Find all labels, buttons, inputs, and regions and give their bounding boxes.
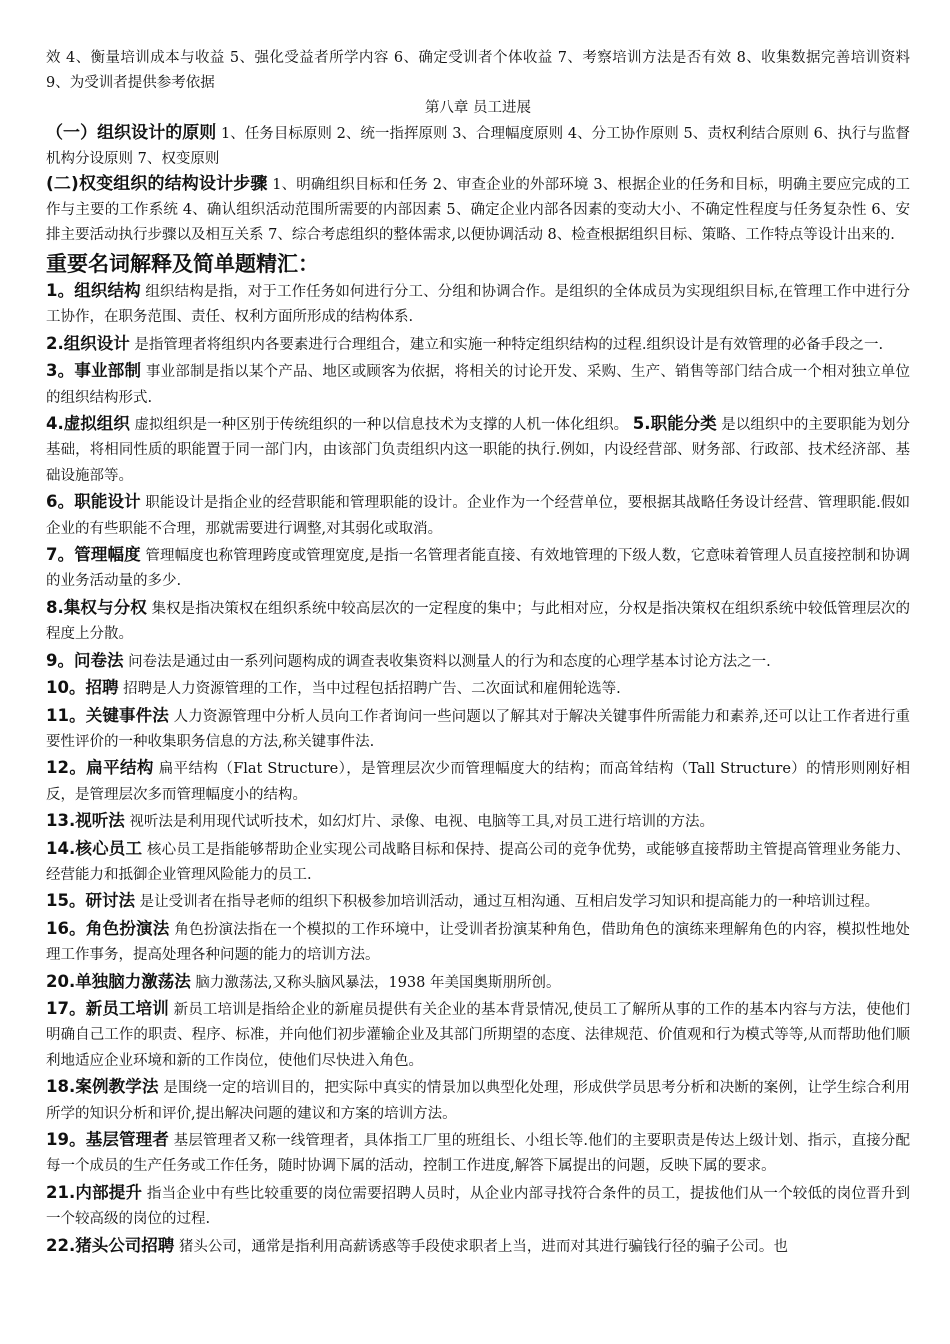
term-entry [46,411,910,489]
term-name: 内部提升 [75,1182,143,1202]
term-number: 18. [46,1077,76,1097]
term-name: 问卷法 [73,650,124,670]
term-number: 9。 [46,650,74,670]
term-name: 新员工培训 [85,998,169,1018]
term-entry [46,542,910,595]
term-number: 5. [632,414,651,434]
term-entry [46,358,910,411]
term-number: 13. [46,811,76,831]
term-entry [46,595,910,648]
term-name: 案例教学法 [75,1077,159,1097]
term-definition: 人力资源管理中分析人员向工作者询问一些问题以了解其对于解决关键事件所需能力和素养,还可以让工作者进行重要性评价的一种收集职务信息的方法,称关键事件法. [46,708,911,750]
term-entry [46,489,910,542]
term-definition: 管理幅度也称管理跨度或管理宽度,是指一名管理者能直接、有效地管理的下级人数，它意味着管理人员直接控制和协调的业务活动量的多少. [46,548,911,590]
term-name: 管理幅度 [74,545,141,565]
section-heading: （一）组织设计的原则 [46,123,217,143]
term-definition: 是让受训者在指导老师的组织下积极参加培训活动，通过互相沟通、互相启发学习知识和提高能力的一种培训过程。 [134,894,880,911]
term-name: 组织结构 [74,281,141,300]
term-definition: 组织结构是指，对于工作任务如何进行分工、分组和协调合作。是组织的全体成员为实现组织目标,在管理工作中进行分工协作，在职务范围、责任、权利方面所形成的结构体系. [46,284,911,326]
term-number: 20. [46,971,76,991]
term-name: 角色扮演法 [85,918,170,938]
intro-paragraph: 效 4、衡量培训成本与收益 5、强化受益者所学内容 6、确定受训者个体收益 7、考察培训方法是否有效 8、收集数据完善培训资料 9、为受训者提供参考依据 [46,50,910,91]
term-entry [46,996,910,1074]
term-name: 组织设计 [63,333,130,353]
term-entry [46,278,910,331]
term-number: 17。 [46,998,86,1018]
term-number: 3。 [46,361,75,381]
term-entry [46,331,910,358]
term-number: 8. [46,597,64,617]
term-number: 15。 [46,891,86,911]
term-number: 11。 [46,705,86,725]
term-definition: 集权是指决策权在组织系统中较高层次的一定程度的集中；与此相对应，分权是指决策权在组织系统中较低管理层次的程度上分散。 [46,600,911,643]
term-entry [46,808,910,835]
term-entry [46,836,910,889]
term-name: 核心员工 [75,838,143,858]
term-definition: 扁平结构（Flat Structure），是管理层次少而管理幅度大的结构；而高耸结构（Tall Structure）的情形则刚好相反，是管理层次多而管理幅度小的结构。 [46,761,910,803]
term-number: 14. [46,838,76,858]
term-number: 22. [46,1235,76,1255]
term-name: 猪头公司招聘 [75,1235,175,1255]
term-definition: 问卷法是通过由一系列问题构成的调查表收集资料以测量人的行为和态度的心理学基本讨论方法之一. [123,653,771,670]
term-number: 12。 [46,758,87,778]
term-definition: 指当企业中有些比较重要的岗位需要招聘人员时，从企业内部寻找符合条件的员工，提拔他们从一个较低的岗位晋升到一个较高级的岗位的过程. [46,1185,911,1228]
term-definition: 核心员工是指能够帮助企业实现公司战略目标和保持、提高公司的竞争优势，或能够直接帮助主管提高管理业务能力、经营能力和抵御企业管理风险能力的员工. [46,841,911,883]
term-definition: 虚拟组织是一种区别于传统组织的一种以信息技术为支撑的人机一体化组织。 [129,417,633,434]
term-entry [46,648,910,675]
term-entry [46,675,910,702]
term-name: 视听法 [75,811,125,831]
term-entry [46,1233,910,1260]
term-number: 21. [46,1182,76,1202]
term-name: 招聘 [85,678,119,698]
term-number: 10。 [46,678,86,698]
section-steps [46,172,910,248]
section-body: 1、明确组织目标和任务 2、审查企业的外部环境 3、根据企业的任务和目标，明确主要应完成的工作与主要的工作系统 4、确认组织活动范围所需要的内部因素 5、确定企业内部各因素的变动大小、不确定性程度与任务复杂性 6、安排主要活动执行步骤以及相互关系 7、综合考虑组织的整体需求,以便协调活动 8、检查根据组织目标、策略、工作特点等设计出来的. [46,177,910,243]
term-entry [46,969,910,996]
term-entry [46,755,910,808]
term-name: 集权与分权 [63,597,147,617]
term-number: 2. [46,333,64,353]
term-definition: 是以组织中的主要职能为划分基础，将相同性质的职能置于同一部门内，由该部门负责组织内这一职能的执行.例如，内设经营部、财务部、行政部、技术经济部、基础设施部等。 [46,417,911,484]
glossary-title: 重要名词解释及简单题精汇： [46,252,319,276]
term-definition: 基层管理者又称一线管理者，具体指工厂里的班组长、小组长等.他们的主要职责是传达上级计划、指示，直接分配每一个成员的生产任务或工作任务，随时协调下属的活动，控制工作进度,解答下属提出的问题，反映下属的要求。 [46,1133,911,1175]
term-name: 研讨法 [85,891,135,911]
term-definition: 新员工培训是指给企业的新雇员提供有关企业的基本背景情况,使员工了解所从事的工作的基本内容与方法，使他们明确自己工作的职责、程序、标准，并向他们初步灌输企业及其部门所期望的态度、法律规范、价值观和行为模式等等,从而帮助他们顺利地适应企业环境和新的工作岗位，使他们尽快进入角色。 [46,1001,911,1069]
term-entry [46,1074,910,1127]
term-entry [46,888,910,915]
term-definition: 是围绕一定的培训目的，把实际中真实的情景加以典型化处理，形成供学员思考分析和决断的案例，让学生综合利用所学的知识分析和评价,提出解决问题的建议和方案的培训方法。 [46,1080,910,1122]
term-definition: 角色扮演法指在一个模拟的工作环境中，让受训者扮演某种角色，借助角色的演练来理解角色的内容，模拟性地处理工作事务，提高处理各种问题的能力的培训方法。 [46,921,911,964]
term-number: 6。 [46,492,75,512]
term-number: 16。 [46,918,86,938]
term-definition: 是指管理者将组织内各要素进行合理组合，建立和实施一种特定组织结构的过程.组织设计是有效管理的必备手段之一. [129,336,884,353]
term-definition: 事业部制是指以某个产品、地区或顾客为依据，将相关的讨论开发、采购、生产、销售等部门结合成一个相对独立单位的组织结构形式. [46,364,911,406]
term-number: 4. [46,414,64,434]
term-name: 事业部制 [74,361,142,381]
term-name: 关键事件法 [85,705,169,725]
term-name: 单独脑力激荡法 [75,971,191,991]
term-number: 19。 [46,1130,86,1149]
section-heading: (二)权变组织的结构设计步骤 [46,174,268,194]
term-name: 职能设计 [74,492,141,512]
term-definition: 视听法是利用现代试听技术，如幻灯片、录像、电视、电脑等工具,对员工进行培训的方法。 [124,814,714,831]
term-name: 基层管理者 [85,1130,169,1149]
term-entry [46,916,910,969]
term-name: 扁平结构 [86,758,154,778]
term-definition: 职能设计是指企业的经营职能和管理职能的设计。企业作为一个经营单位，要根据其战略任务设计经营、管理职能.假如企业的有些职能不合理，那就需要进行调整,对其弱化或取消。 [46,495,911,537]
term-definition: 猪头公司，通常是指利用高薪诱惑等手段使求职者上当，进而对其进行骗钱行径的骗子公司。也 [174,1238,788,1255]
term-number: 7。 [46,545,75,565]
term-name: 虚拟组织 [63,414,130,434]
term-name: 职能分类 [650,414,717,434]
term-entry [46,1180,910,1233]
term-number: 1。 [46,281,75,300]
term-entry [46,703,910,756]
section-body: 1、任务目标原则 2、统一指挥原则 3、合理幅度原则 4、分工协作原则 5、责权利结合原则 6、执行与监督机构分设原则 7、权变原则 [46,126,911,167]
section-principles [46,121,910,172]
term-entry [46,1127,910,1180]
chapter-title: 第八章 员工进展 [424,100,532,116]
term-definition: 脑力激荡法,又称头脑风暴法，1938 年美国奥斯朋所创。 [190,974,561,991]
term-definition: 招聘是人力资源管理的工作，当中过程包括招聘广告、二次面试和雇佣轮选等. [118,681,621,698]
